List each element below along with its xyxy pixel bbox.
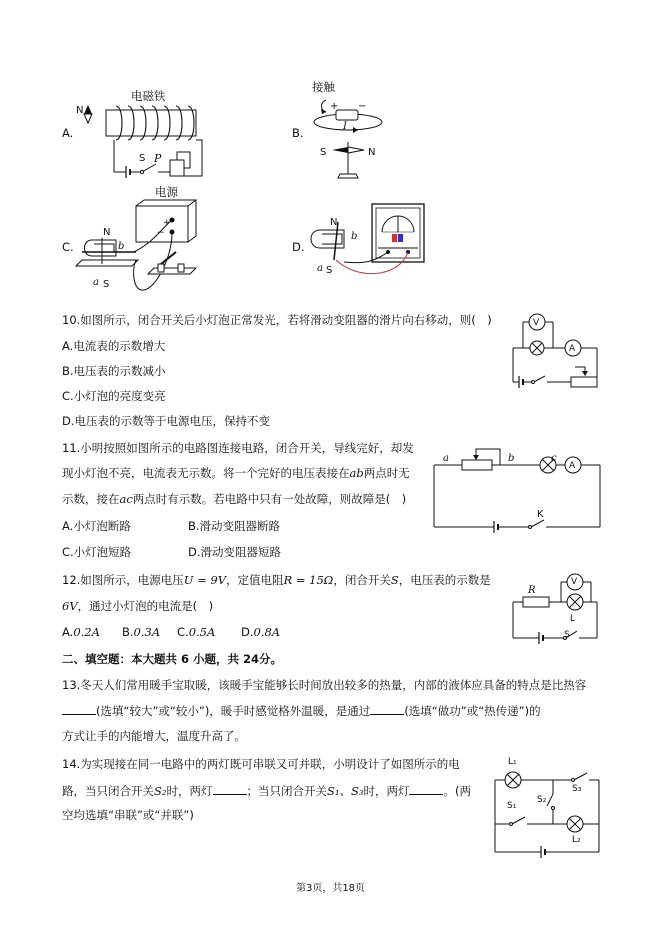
q11-line2: 现小灯泡不亮，电流表无示数。将一个完好的电压表接在ab两点时无 (62, 466, 410, 480)
q10-ammeter-label: A (569, 344, 576, 354)
oersted-diagram (306, 92, 406, 187)
q11-option-a: A.小灯泡断路 (62, 519, 131, 533)
figure-a-s: S (139, 153, 146, 164)
q12-resistor-label: R (528, 585, 536, 596)
figure-c-title: 电源 (155, 185, 178, 199)
q12-circuit-diagram (511, 572, 601, 642)
figure-b-plus: + (330, 101, 339, 112)
q13-blank-1[interactable] (62, 703, 96, 715)
figure-b-minus: − (358, 101, 367, 112)
q11-line3: 示数，接在ac两点时有示数。若电路中只有一处故障，则故障是( ) (62, 492, 407, 506)
q11-ammeter-label: A (569, 461, 576, 471)
figure-a-n: N (76, 105, 84, 116)
q14-blank-1[interactable] (213, 783, 247, 795)
q12-line1: 12.如图所示，电源电压U = 9V，定值电阻R = 15Ω，闭合开关S，电压表的示数是 (62, 573, 491, 587)
q11-line1: 11.小明按照如图所示的电路图连接电路，闭合开关，导线完好，却发 (62, 441, 414, 455)
q11-circuit-diagram (432, 445, 602, 530)
q13-blank-2[interactable] (370, 703, 404, 715)
electromagnet-diagram (72, 100, 222, 190)
q13-line3: 方式让手的内能增大，温度升高了。 (62, 729, 246, 743)
figure-c-n: N (103, 227, 111, 238)
figure-d-n: N (330, 217, 338, 228)
figure-d-s: S (326, 265, 333, 276)
q11-switch-label: K (537, 509, 544, 520)
q12-voltmeter-label: V (571, 577, 578, 587)
q11-option-c: C.小灯泡短路 (62, 545, 132, 559)
q10-voltmeter-label: V (533, 318, 540, 328)
q12-option-d: D.0.8A (241, 625, 281, 639)
q10-stem: 10.如图所示，闭合开关后小灯泡正常发光，若将滑动变阻器的滑片向右移动，则( ) (62, 313, 492, 327)
q14-l2-label: L₂ (572, 835, 581, 845)
q14-s2-label: S₂ (537, 795, 547, 805)
q14-blank-2[interactable] (409, 783, 443, 795)
q14-s3-label: S₃ (572, 784, 582, 794)
q11-option-b: B.滑动变阻器断路 (188, 519, 281, 533)
page-footer: 第3页，共18页 (295, 883, 366, 894)
figure-c-a: a (93, 277, 99, 288)
q12-lamp-label: L (570, 614, 576, 624)
q10-circuit-diagram (505, 312, 605, 387)
q11-point-c: c (551, 453, 557, 464)
q13-line1: 13.冬天人们常用暖手宝取暖，该暖手宝能够长时间放出较多的热量，内部的液体应具备的特点是比热容 (62, 678, 587, 692)
figure-a-p: P (154, 152, 162, 165)
q14-line1: 14.为实现接在同一电路中的两灯既可串联又可并联，小明设计了如图所示的电 (62, 757, 460, 771)
option-label-c: C. (62, 240, 74, 254)
option-label-a: A. (62, 126, 74, 140)
q10-option-b: B.电压表的示数减小 (62, 364, 166, 378)
apparatus-diagram-d (304, 202, 434, 282)
figure-b-s: S (320, 147, 327, 158)
q12-option-b: B.0.3A (122, 625, 161, 639)
figure-b-n: N (368, 147, 376, 158)
option-label-d: D. (292, 240, 305, 254)
q12-option-c: C.0.5A (177, 625, 216, 639)
figure-d-b: b (351, 231, 358, 242)
option-label-b: B. (292, 126, 304, 140)
q11-point-a: a (443, 453, 449, 464)
q14-s1-label: S₁ (507, 801, 517, 811)
q10-option-a: A.电流表的示数增大 (62, 339, 166, 353)
figure-c-minus: − (157, 228, 165, 238)
q13-line2: (选填“较大”或“较小”)，暖手时感觉格外温暖，是通过 (选填“做功”或“热传递”)的 (62, 703, 541, 718)
figure-b-current: I (343, 121, 347, 132)
figure-c-s: S (103, 279, 110, 290)
q10-option-c: C.小灯泡的亮度变亮 (62, 389, 166, 403)
q12-line2: 6V，通过小灯泡的电流是( ) (62, 599, 214, 613)
q12-option-a: A.0.2A (62, 625, 100, 639)
q14-l1-label: L₁ (508, 757, 517, 767)
figure-d-a: a (317, 263, 323, 274)
q14-line2: 路，当只闭合开关S₂时，两灯 ；当只闭合开关S₁、S₃时，两灯 。(两 (62, 784, 471, 798)
figure-c-plus: + (163, 218, 171, 228)
q12-switch-label: S (564, 630, 570, 640)
q11-option-d: D.滑动变阻器短路 (188, 545, 282, 559)
figure-a-title: 电磁铁 (131, 89, 166, 103)
q14-line3: 空均选填“串联”或“并联”) (62, 808, 194, 822)
figure-c-b: b (118, 241, 125, 252)
q11-point-b: b (508, 453, 515, 464)
figure-b-title: 接触 (312, 80, 335, 94)
section-2-heading: 二、填空题：本大题共 6 小题，共 24分。 (62, 652, 283, 666)
q10-option-d: D.电压表的示数等于电源电压，保持不变 (62, 414, 271, 428)
